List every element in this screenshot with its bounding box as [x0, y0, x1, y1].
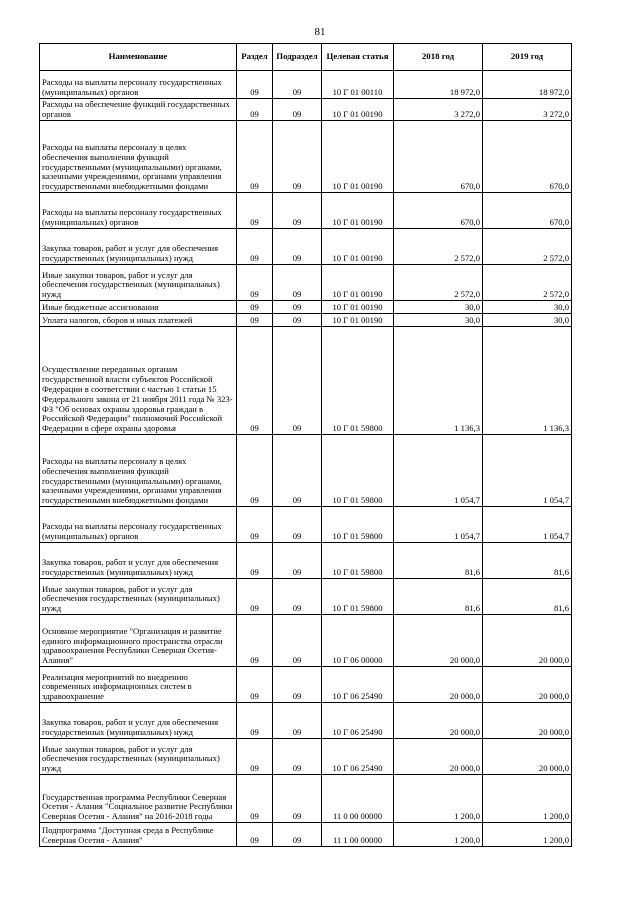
row-2019: 20 000,0: [483, 615, 572, 667]
row-subsection: 09: [273, 615, 322, 667]
row-subsection: 09: [273, 823, 322, 847]
row-2018: 1 200,0: [394, 823, 483, 847]
row-2019: 20 000,0: [483, 667, 572, 703]
row-section: 09: [237, 507, 273, 543]
row-section: 09: [237, 99, 273, 121]
row-target: 10 Г 01 00190: [322, 193, 394, 229]
row-target: 10 Г 06 25490: [322, 667, 394, 703]
row-section: 09: [237, 314, 273, 327]
table-row: [40, 193, 572, 229]
row-2019: 670,0: [483, 193, 572, 229]
table-row: [40, 507, 572, 543]
table-row: [40, 739, 572, 775]
row-2018: 1 200,0: [394, 775, 483, 823]
row-subsection: 09: [273, 121, 322, 193]
table-row: [40, 667, 572, 703]
row-2018: 1 054,7: [394, 507, 483, 543]
row-section: 09: [237, 301, 273, 314]
row-target: 10 Г 01 59800: [322, 543, 394, 579]
row-section: 09: [237, 121, 273, 193]
row-subsection: 09: [273, 314, 322, 327]
table-row: [40, 265, 572, 301]
row-2018: 2 572,0: [394, 265, 483, 301]
row-2018: 20 000,0: [394, 703, 483, 739]
row-subsection: 09: [273, 435, 322, 507]
row-name: Осуществление переданных органам государственной власти субъектов Российской Федерации в соответствии с частью 1 статьи 15 Федерального закона от 21 ноября 2011 года № 323-ФЗ "Об основах охраны здоровья граждан в Российской Федерации" полномочий Российской Федерации в сфере охраны здоровья: [40, 327, 237, 435]
row-2019: 20 000,0: [483, 703, 572, 739]
row-section: 09: [237, 579, 273, 615]
row-target: 10 Г 01 00190: [322, 121, 394, 193]
row-name: Закупка товаров, работ и услуг для обеспечения государственных (муниципальных) нужд: [40, 703, 237, 739]
row-2019: 1 200,0: [483, 823, 572, 847]
row-section: 09: [237, 265, 273, 301]
table-row: [40, 703, 572, 739]
row-name: Расходы на выплаты персоналу в целях обеспечения выполнения функций государственными (муниципальными) органами, казенными учреждениями, органами управления государственными внебюджетными фондами: [40, 435, 237, 507]
header-target: Целевая статья: [322, 44, 394, 71]
row-name: Иные закупки товаров, работ и услуг для обеспечения государственных (муниципальных) нужд: [40, 579, 237, 615]
page-number: 81: [314, 26, 326, 38]
row-2018: 20 000,0: [394, 667, 483, 703]
header-subsection: Подраздел: [273, 44, 322, 71]
row-target: 11 1 00 00000: [322, 823, 394, 847]
table-row: [40, 327, 572, 435]
table-row: [40, 823, 572, 847]
row-section: 09: [237, 739, 273, 775]
row-subsection: 09: [273, 99, 322, 121]
row-name: Закупка товаров, работ и услуг для обеспечения государственных (муниципальных) нужд: [40, 229, 237, 265]
row-section: 09: [237, 435, 273, 507]
row-name: Расходы на обеспечение функций государственных органов: [40, 99, 237, 121]
row-2018: 20 000,0: [394, 739, 483, 775]
row-2019: 30,0: [483, 301, 572, 314]
row-name: Иные закупки товаров, работ и услуг для обеспечения государственных (муниципальных) нужд: [40, 739, 237, 775]
row-section: 09: [237, 775, 273, 823]
row-2019: 2 572,0: [483, 265, 572, 301]
row-name: Подпрограмма "Доступная среда в Республике Северная Осетия - Алания": [40, 823, 237, 847]
row-name: Расходы на выплаты персоналу в целях обеспечения выполнения функций государственными (муниципальными) органами, казенными учреждениями, органами управления государственными внебюджетными фондами: [40, 121, 237, 193]
row-subsection: 09: [273, 71, 322, 99]
row-2018: 670,0: [394, 121, 483, 193]
row-target: 10 Г 06 25490: [322, 703, 394, 739]
row-2018: 81,6: [394, 579, 483, 615]
table-row: [40, 99, 572, 121]
row-target: 10 Г 01 59800: [322, 327, 394, 435]
row-subsection: 09: [273, 543, 322, 579]
row-target: 10 Г 06 25490: [322, 739, 394, 775]
table-row: [40, 71, 572, 99]
row-section: 09: [237, 193, 273, 229]
row-2019: 81,6: [483, 579, 572, 615]
row-subsection: 09: [273, 703, 322, 739]
row-2019: 2 572,0: [483, 229, 572, 265]
row-name: Расходы на выплаты персоналу государственных (муниципальных) органов: [40, 71, 237, 99]
row-subsection: 09: [273, 739, 322, 775]
row-2019: 30,0: [483, 314, 572, 327]
row-2019: 81,6: [483, 543, 572, 579]
table-row: [40, 314, 572, 327]
row-target: 10 Г 01 00190: [322, 265, 394, 301]
row-name: Закупка товаров, работ и услуг для обеспечения государственных (муниципальных) нужд: [40, 543, 237, 579]
row-subsection: 09: [273, 507, 322, 543]
row-2019: 1 054,7: [483, 435, 572, 507]
row-target: 10 Г 01 59800: [322, 579, 394, 615]
row-name: Государственная программа Республики Северная Осетия - Алания "Социальное развитие Республики Северная Осетия - Алания" на 2016-2018 годы: [40, 775, 237, 823]
row-target: 10 Г 01 00190: [322, 301, 394, 314]
table-row: [40, 229, 572, 265]
table-row: [40, 579, 572, 615]
row-2018: 670,0: [394, 193, 483, 229]
row-subsection: 09: [273, 775, 322, 823]
row-subsection: 09: [273, 229, 322, 265]
row-section: 09: [237, 71, 273, 99]
row-target: 10 Г 01 59800: [322, 507, 394, 543]
table-row: [40, 543, 572, 579]
row-2019: 18 972,0: [483, 71, 572, 99]
header-section: Раздел: [237, 44, 273, 71]
row-subsection: 09: [273, 193, 322, 229]
row-name: Уплата налогов, сборов и иных платежей: [40, 314, 237, 327]
row-2019: 1 054,7: [483, 507, 572, 543]
row-2019: 1 136,3: [483, 327, 572, 435]
row-subsection: 09: [273, 265, 322, 301]
row-2018: 81,6: [394, 543, 483, 579]
table-row: [40, 121, 572, 193]
row-section: 09: [237, 823, 273, 847]
row-2018: 2 572,0: [394, 229, 483, 265]
row-2018: 3 272,0: [394, 99, 483, 121]
row-target: 10 Г 01 00190: [322, 314, 394, 327]
row-section: 09: [237, 615, 273, 667]
table-row: [40, 435, 572, 507]
row-target: 10 Г 01 59800: [322, 435, 394, 507]
row-name: Расходы на выплаты персоналу государственных (муниципальных) органов: [40, 193, 237, 229]
table-row: [40, 775, 572, 823]
row-name: Расходы на выплаты персоналу государственных (муниципальных) органов: [40, 507, 237, 543]
table-header-row: [40, 44, 572, 71]
row-name: Иные бюджетные ассигнования: [40, 301, 237, 314]
header-2018: 2018 год: [394, 44, 483, 71]
row-section: 09: [237, 543, 273, 579]
row-target: 10 Г 01 00190: [322, 229, 394, 265]
budget-table: [39, 43, 572, 847]
row-2019: 3 272,0: [483, 99, 572, 121]
row-target: 10 Г 01 00190: [322, 99, 394, 121]
row-name: Иные закупки товаров, работ и услуг для обеспечения государственных (муниципальных) нужд: [40, 265, 237, 301]
row-section: 09: [237, 703, 273, 739]
row-2018: 30,0: [394, 301, 483, 314]
row-subsection: 09: [273, 667, 322, 703]
row-target: 10 Г 06 00000: [322, 615, 394, 667]
row-section: 09: [237, 667, 273, 703]
row-target: 11 0 00 00000: [322, 775, 394, 823]
row-subsection: 09: [273, 301, 322, 314]
row-name: Основное мероприятие "Организация и развитие единого информационного пространства отрасли здравоохранения Республики Северная Осетия-Алания": [40, 615, 237, 667]
table-body: [40, 71, 572, 847]
row-2018: 1 136,3: [394, 327, 483, 435]
row-2018: 1 054,7: [394, 435, 483, 507]
row-2019: 670,0: [483, 121, 572, 193]
table-row: [40, 615, 572, 667]
row-subsection: 09: [273, 579, 322, 615]
row-name: Реализация мероприятий по внедрению современных информационных систем в здравоохранение: [40, 667, 237, 703]
row-2019: 20 000,0: [483, 739, 572, 775]
row-target: 10 Г 01 00110: [322, 71, 394, 99]
row-2018: 20 000,0: [394, 615, 483, 667]
row-2018: 30,0: [394, 314, 483, 327]
row-2019: 1 200,0: [483, 775, 572, 823]
row-section: 09: [237, 229, 273, 265]
header-2019: 2019 год: [483, 44, 572, 71]
row-2018: 18 972,0: [394, 71, 483, 99]
header-name: Наименование: [40, 44, 237, 71]
row-subsection: 09: [273, 327, 322, 435]
table-row: [40, 301, 572, 314]
row-section: 09: [237, 327, 273, 435]
